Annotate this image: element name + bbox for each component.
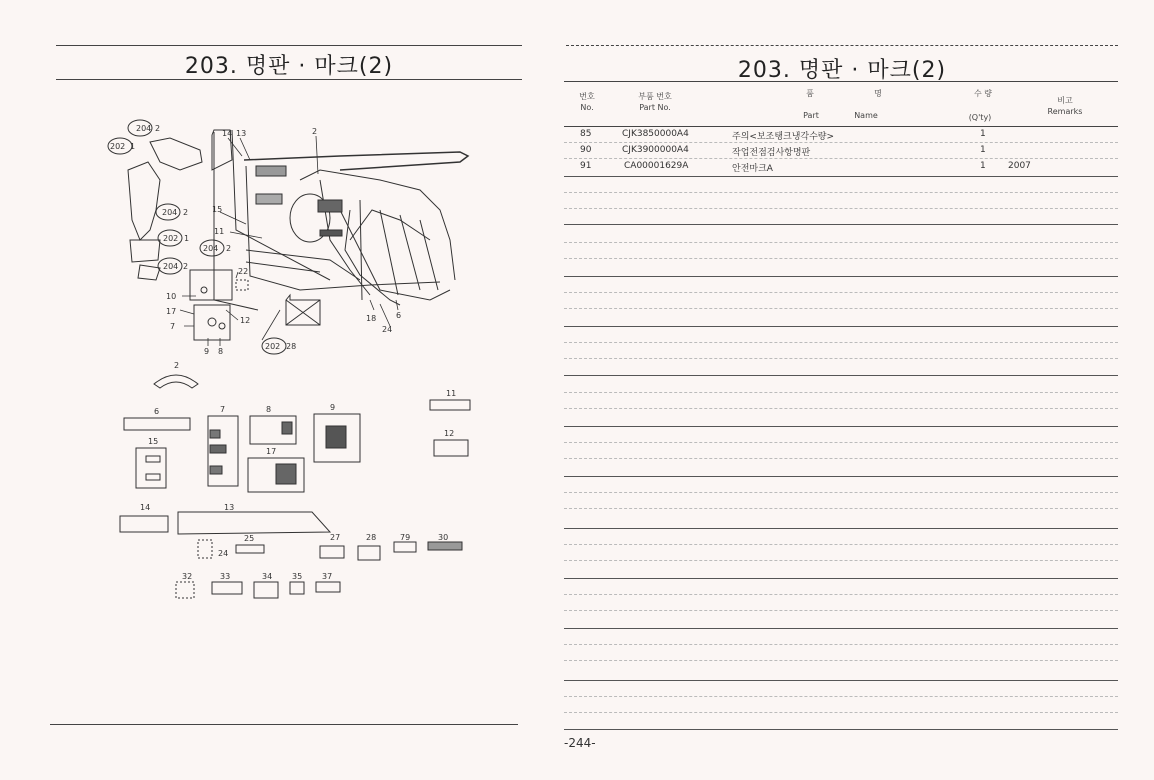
svg-text:6: 6 — [154, 407, 160, 416]
row-no: 85 — [580, 129, 592, 139]
svg-text:34: 34 — [262, 572, 273, 581]
title-rule — [564, 81, 1118, 82]
svg-text:11: 11 — [446, 389, 457, 398]
row-part-no: CJK3850000A4 — [622, 129, 689, 139]
svg-text:204: 204 — [162, 208, 178, 217]
svg-text:202: 202 — [163, 234, 179, 243]
header-name-en-2: Name — [854, 111, 878, 120]
svg-text:204: 204 — [203, 244, 219, 253]
svg-text:33: 33 — [220, 572, 231, 581]
svg-text:8: 8 — [266, 405, 272, 414]
left-page — [0, 0, 560, 780]
svg-text:37: 37 — [322, 572, 333, 581]
svg-text:204: 204 — [136, 124, 152, 133]
row-part-no: CJK3900000A4 — [622, 145, 689, 155]
header-remarks-ko: 비고 — [1057, 96, 1073, 105]
svg-text:79: 79 — [400, 533, 411, 542]
svg-text:11: 11 — [214, 227, 225, 236]
svg-text:18: 18 — [366, 314, 377, 323]
svg-text:24: 24 — [382, 325, 393, 334]
svg-text:7: 7 — [170, 322, 176, 331]
svg-text:14: 14 — [140, 503, 151, 512]
svg-text:1: 1 — [130, 142, 136, 151]
header-no-ko: 번호 — [579, 92, 595, 101]
svg-text:32: 32 — [182, 572, 193, 581]
svg-text:27: 27 — [330, 533, 341, 542]
header-remarks-en: Remarks — [1047, 107, 1083, 116]
right-page — [560, 0, 1154, 780]
svg-text:17: 17 — [166, 307, 177, 316]
row-qty: 1 — [980, 161, 986, 171]
header-name-ko-2: 명 — [874, 89, 882, 98]
bottom-rule — [50, 724, 518, 725]
svg-text:13: 13 — [224, 503, 235, 512]
svg-text:202: 202 — [110, 142, 126, 151]
table-row — [560, 159, 1120, 176]
svg-text:30: 30 — [438, 533, 449, 542]
header-name-en-1: Part — [803, 111, 819, 120]
parts-diagram — [0, 100, 560, 720]
svg-text:10: 10 — [166, 292, 177, 301]
svg-text:2: 2 — [155, 124, 161, 133]
svg-text:35: 35 — [292, 572, 303, 581]
svg-text:2: 2 — [183, 262, 189, 271]
row-no: 91 — [580, 161, 592, 171]
page-title: 203. 명판 · 마크(2) — [184, 54, 394, 79]
page-title: 203. 명판 · 마크(2) — [737, 58, 947, 83]
svg-text:2: 2 — [174, 361, 180, 370]
row-part-name: 주의<보조탱크냉각수량> — [732, 132, 835, 142]
svg-text:202: 202 — [265, 342, 281, 351]
header-part-no-en: Part No. — [639, 103, 671, 112]
row-no: 90 — [580, 145, 592, 155]
svg-text:14: 14 — [222, 129, 233, 138]
header-no-en: No. — [580, 103, 594, 112]
top-rule — [56, 45, 522, 46]
header-qty-en: (Q'ty) — [968, 113, 992, 122]
page-number: -244- — [564, 736, 596, 750]
svg-text:204: 204 — [163, 262, 179, 271]
svg-text:24: 24 — [218, 549, 229, 558]
title-rule — [56, 79, 522, 80]
row-part-name: 안전마크A — [732, 164, 773, 174]
row-qty: 1 — [980, 129, 986, 139]
row-remarks: 2007 — [1008, 161, 1031, 171]
header-qty-ko: 수 량 — [974, 89, 992, 98]
svg-text:6: 6 — [396, 311, 402, 320]
svg-text:25: 25 — [244, 534, 255, 543]
top-rule — [566, 45, 1118, 46]
header-part-no-ko: 부품 번호 — [638, 92, 672, 101]
svg-text:2: 2 — [312, 127, 318, 136]
svg-text:9: 9 — [330, 403, 336, 412]
svg-text:8: 8 — [218, 347, 224, 356]
svg-text:12: 12 — [240, 316, 251, 325]
svg-text:28: 28 — [286, 342, 297, 351]
svg-text:12: 12 — [444, 429, 455, 438]
svg-text:17: 17 — [266, 447, 277, 456]
svg-text:2: 2 — [183, 208, 189, 217]
svg-text:22: 22 — [238, 267, 249, 276]
svg-text:1: 1 — [184, 234, 190, 243]
svg-text:13: 13 — [236, 129, 247, 138]
svg-text:15: 15 — [148, 437, 159, 446]
svg-text:2: 2 — [226, 244, 232, 253]
svg-text:7: 7 — [220, 405, 226, 414]
svg-text:28: 28 — [366, 533, 377, 542]
row-qty: 1 — [980, 145, 986, 155]
svg-text:9: 9 — [204, 347, 210, 356]
header-name-ko-1: 품 — [806, 89, 814, 98]
svg-text:15: 15 — [212, 205, 223, 214]
row-part-name: 작업전점검사항명판 — [732, 148, 811, 158]
row-part-no: CA00001629A — [624, 161, 689, 171]
